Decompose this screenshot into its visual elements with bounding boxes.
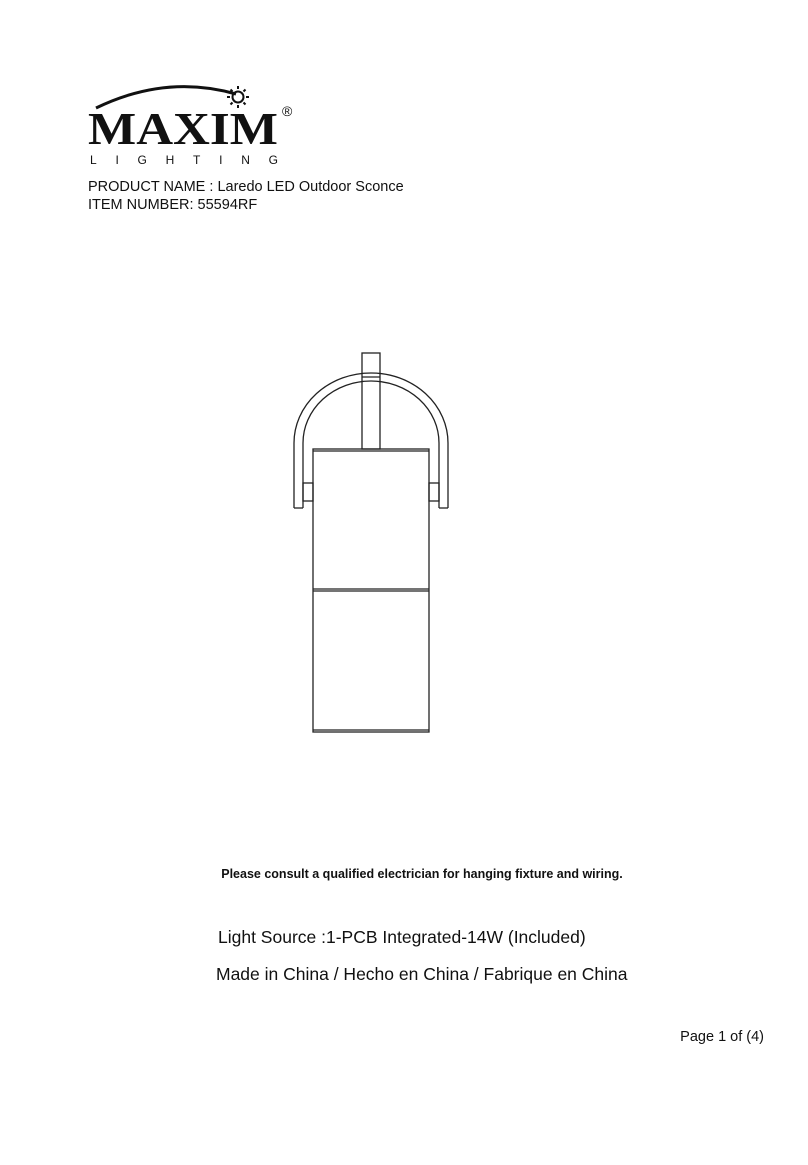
- product-name: PRODUCT NAME : Laredo LED Outdoor Sconce: [88, 179, 404, 195]
- product-info: [88, 178, 404, 214]
- safety-notice: Please consult a qualified electrician for hanging fixture and wiring.: [221, 867, 623, 881]
- page-number: Page 1 of (4): [680, 1029, 764, 1045]
- country-of-origin: Made in China / Hecho en China / Fabrique en China: [216, 964, 628, 984]
- maxim-lighting-logo: [86, 80, 306, 170]
- outdoor-sconce-line-drawing: [280, 345, 460, 740]
- item-number: ITEM NUMBER: 55594RF: [88, 197, 258, 213]
- brand-wordmark: MAXIM: [88, 103, 278, 154]
- registered-mark: ®: [282, 103, 293, 119]
- light-source-spec: Light Source :1-PCB Integrated-14W (Included): [218, 927, 586, 947]
- brand-subtitle: LIGHTING: [90, 153, 278, 167]
